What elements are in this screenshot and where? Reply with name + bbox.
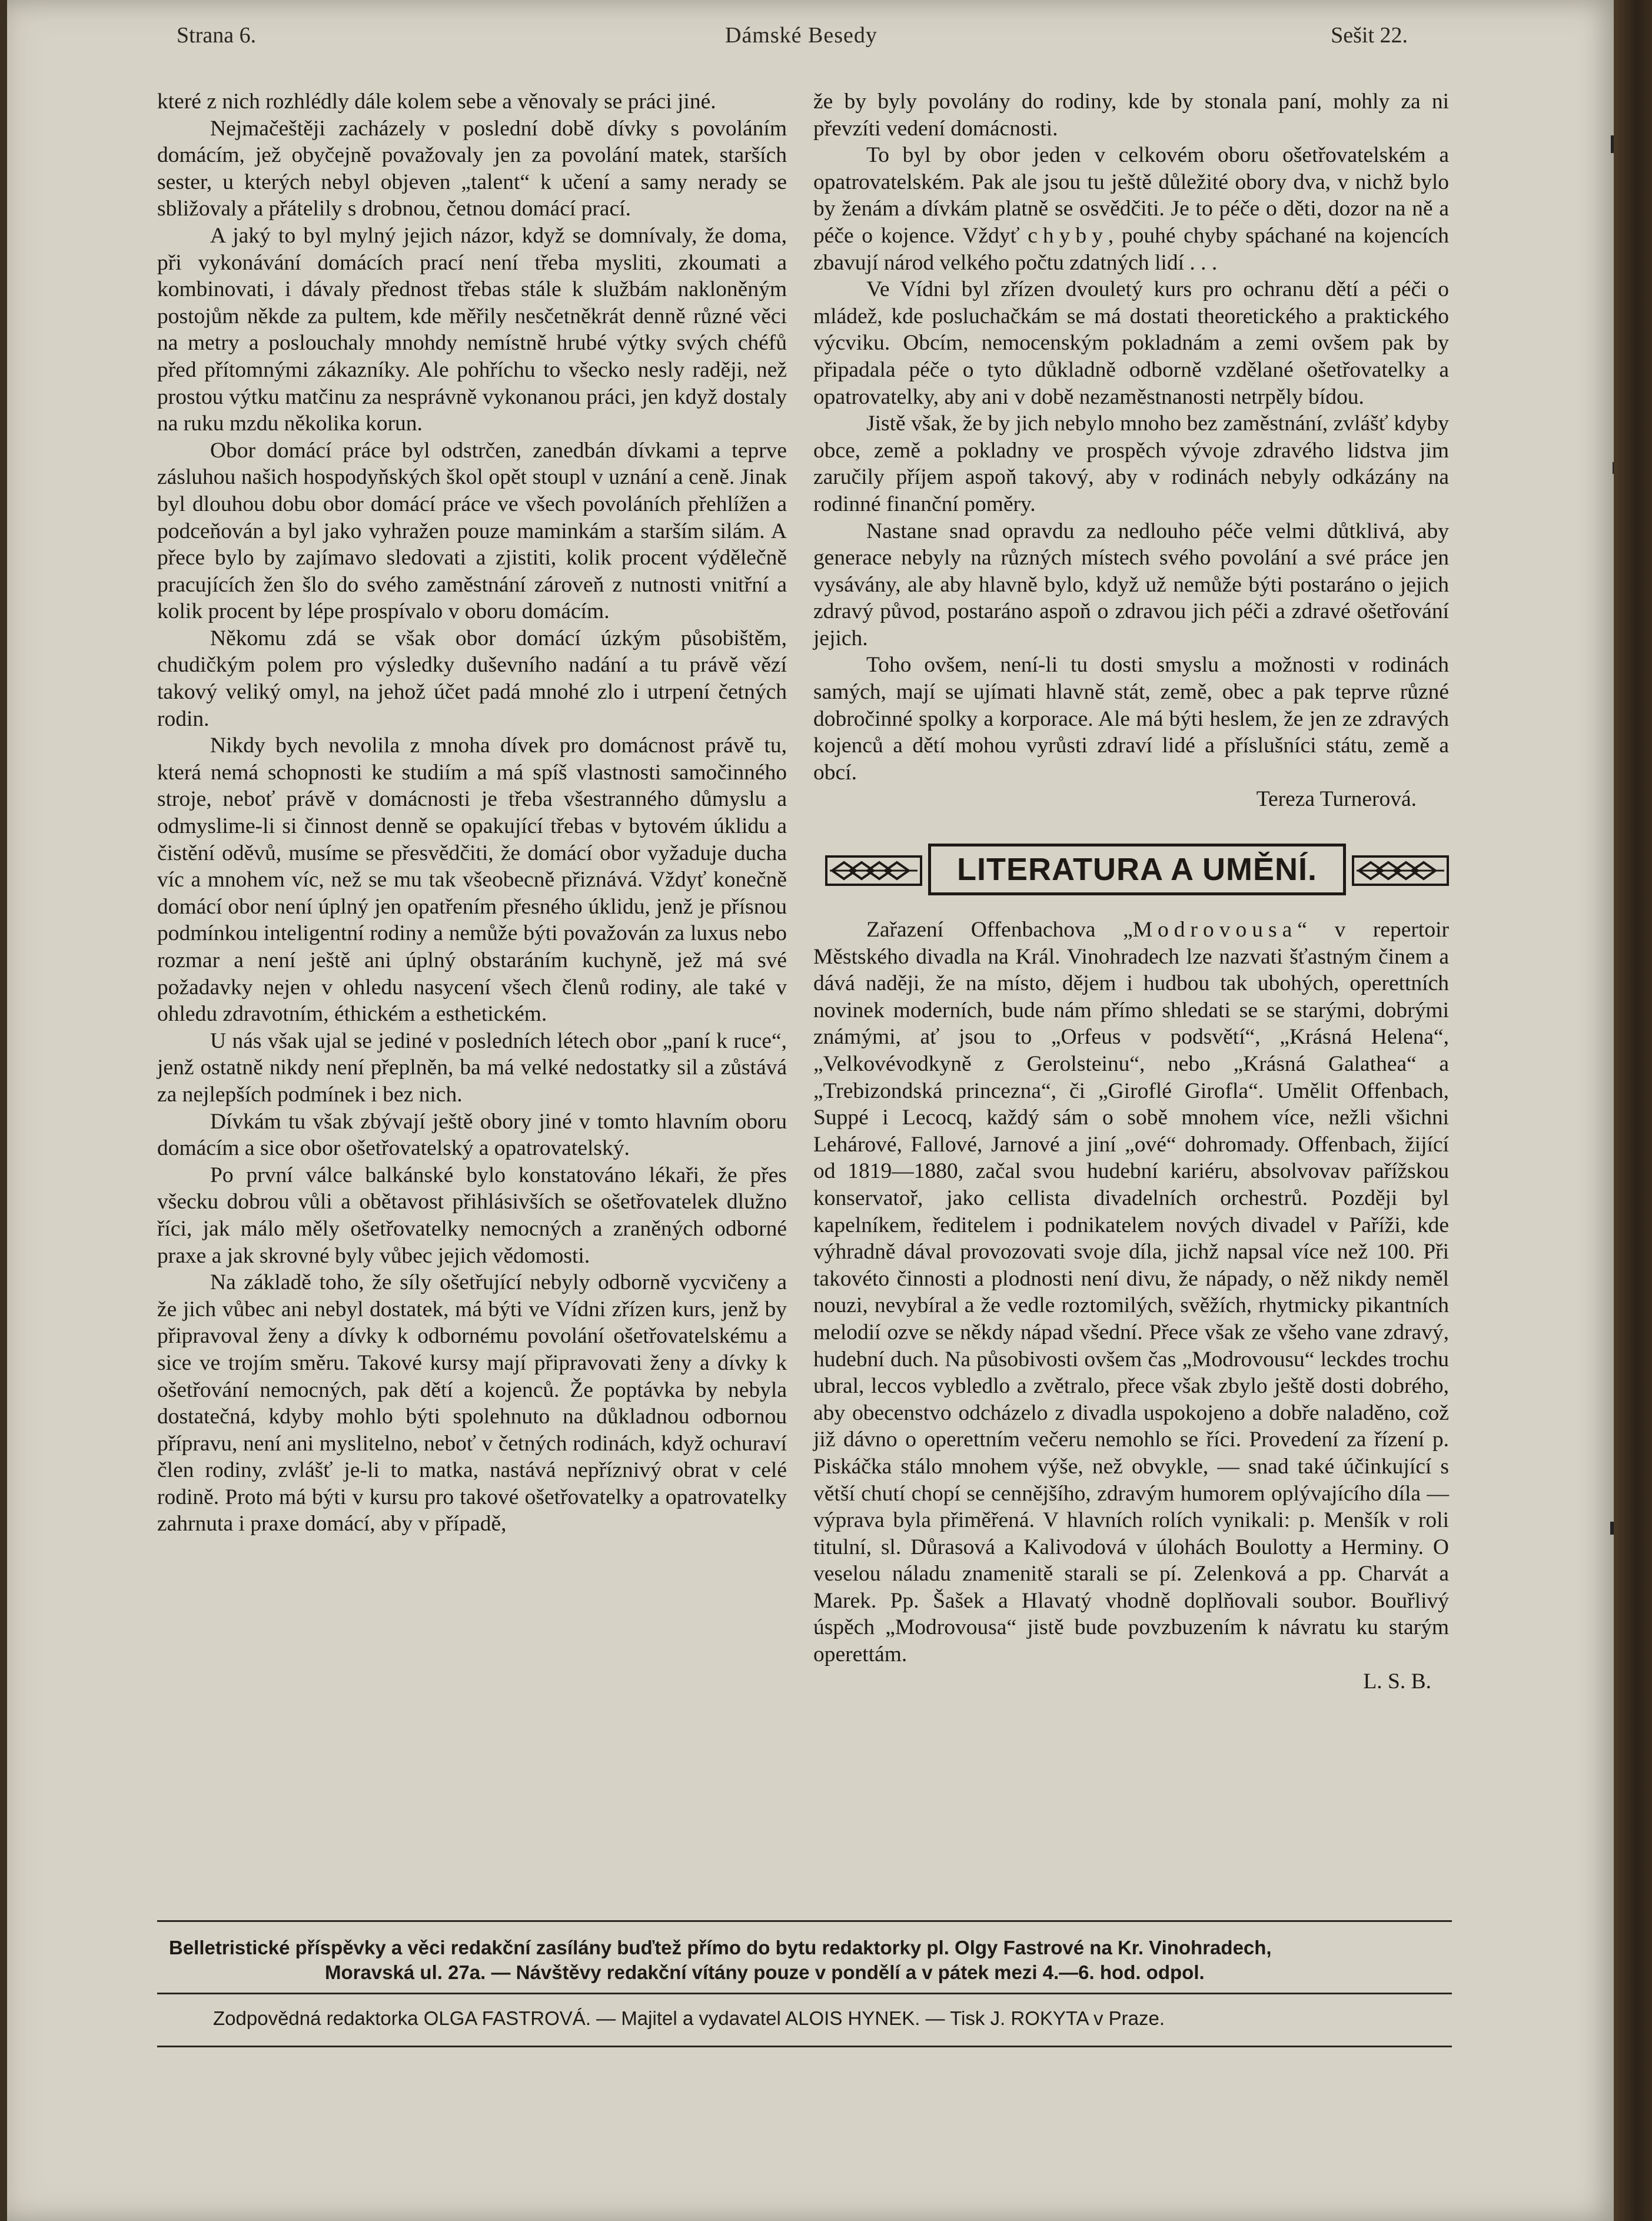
- paragraph: Nejmačeštěji zacházely v poslední době dívky s povoláním domácím, jež obyčejně považovaly jen za povolání matek, starších sester, u kterých nebyl objeven „talent“ k učení a samy nerady se sbližovaly a přátelily s drobnou, četnou domácí prací.: [157, 116, 787, 221]
- text-run: Zařazení Offenbachova „: [866, 918, 1133, 942]
- page-header: [166, 22, 1408, 58]
- ornament-left: [825, 855, 922, 886]
- ornament-pattern-icon: [1354, 858, 1447, 884]
- review-paragraph: [813, 917, 1449, 1668]
- paragraph: Dívkám tu však zbývají ještě obory jiné v tomto hlavním oboru domácím a sice obor ošetřovatelský a opatrovatelský.: [157, 1109, 787, 1161]
- paragraph: které z nich rozhlédly dále kolem sebe a věnovaly se práci jiné.: [157, 89, 716, 114]
- left-column: [157, 88, 787, 1538]
- author-signature: Tereza Turnerová.: [1256, 787, 1417, 812]
- paragraph: Obor domácí práce byl odstrčen, zanedbán dívkami a teprve zásluhou našich hospodyňských škol opět stoupl v uznání a ceně. Jinak byl dlouhou dobu obor domácí práce ve všech povoláních přehlížen a podceňován a byl jako vyhražen pouze maminkám a starším silám. A přece bylo by zajímavo sledovati a zjistiti, kolik procent výdělečně pracujících žen šlo do svého zaměstnání zároveň z nutnosti vnitřní a kolik procent by lépe prospívalo v oboru domácím.: [157, 438, 787, 624]
- paragraph: U nás však ujal se jediné v posledních létech obor „paní k ruce“, jenž ostatně nikdy není přeplněn, ba má velké nedostatky sil a zůstává za nejlepších podmínek i bez nich.: [157, 1028, 787, 1107]
- ornament-right: [1352, 855, 1449, 886]
- issue-number: Sešit 22.: [1331, 23, 1408, 48]
- text-run: , pouhé chyby spáchané na kojencích zbavují národ velkého počtu zdatných lidí . . .: [813, 223, 1450, 275]
- paragraph: Jistě však, že by jich nebylo mnoho bez zaměstnání, zvlášť kdyby obce, země a pokladny ve prospěch vývoje zdravého lidstva jim zaručily příjem aspoň takový, aby v rodinách nebyly odkázány na rodinné finanční poměry.: [813, 411, 1449, 516]
- divider: [157, 2046, 1452, 2047]
- review-signature: L. S. B.: [1363, 1669, 1431, 1694]
- notice-line: Belletristické příspěvky a věci redakční zasílány buďtež přímo do bytu redaktorky pl. Olgy Fastrové na Kr. Vinohradech,: [169, 1937, 1272, 1958]
- paragraph: A jaký to byl mylný jejich názor, když se domnívaly, že doma, při vykonávání domácích prací není třeba mysliti, zkoumati a kombinovati, i dávaly přednost třebas stále k službám nakloněným postojům někde za pultem, kde měřily nesčetněkrát denně různé věci na metry a poslouchaly mnohdy nemístně hrubé výtky svých chéfů před přítomnými zákazníky. Ale pohříchu to všecko nesly raději, než prostou výtku matčinu za nesprávně vykonanou práci, jen když dostaly na ruku mzdu několika korun.: [157, 223, 787, 436]
- imprint: Zodpovědná redaktorka OLGA FASTROVÁ. — Majitel a vydavatel ALOIS HYNEK. — Tisk J. ROKYTA v Praze.: [213, 2007, 1165, 2029]
- periodical-title: Dámské Besedy: [725, 23, 877, 48]
- text-run: “ v repertoir Městského divadla na Král. Vinohradech lze nazvati šťastným činem a dává naději, že na místo, dějem i hudbou tak ubohých, operettních novinek moderních, bude nám přímo shledati se se starými, dobrými známými, ať jsou to „Orfeus v podsvětí“, „Krásná Helena“, „Velkovévodkyně z Gerolsteinu“, nebo „Krásná Galathea“ a „Trebizondská princezna“, či „Giroflé Girofla“. Umělit Offenbach, Suppé i Lecocq, každý sám o sobě mnohem více, nežli všichni Lehárové, Fallové, Jarnové a jiní „ové“ dohromady. Offenbach, žijící od 1819—1880, začal svou hudební kariéru, absolvovav pařížskou konservatoř, jako cellista divadelních orchestrů. Později byl kapelníkem, ředitelem i podnikatelem nových divadel v Paříži, kde výhradně dával provozovati svoje díla, jichž napsal více než 100. Při takovéto činnosti a plodnosti není divu, že nápady, o něž nikdy neměl nouzi, nevybíral a že vedle roztomilých, svěžích, rhytmicky pikantních melodií ozve se někdy nápad všední. Přece však ze všeho vane zdravý, hudební duch. Na působivosti ovšem čas „Modrovousu“ leckdes trochu ubral, leccos vybledlo a zvětralo, přece však zbylo ještě dosti dobrého, aby obecenstvo odcházelo z divadla uspokojeno a dobře naladěno, což již dávno o operettním večeru nemohlo se říci. Provedení za řízení p. Piskáčka stálo mnohem výše, než obvykle, — snad také účinkující s větší chutí chopí se cennějšího, zdravým humorem oplývajícího díla — výprava byla přiměřená. V hlavních rolích vynikali: p. Menšík v roli titulní, sl. Důrasová a Kalivodová v úlohách Boulotty a Herminy. O veselou náladu znamenitě starali se pí. Zelenková a pp. Charvát a Marek. Pp. Šašek a Hlavatý vhodně doplňovali soubor. Bouřlivý úspěch „Modrovousa“ jistě bude povzbuzením k návratu ku starým operettám.: [813, 918, 1449, 1667]
- paragraph: Nikdy bych nevolila z mnoha dívek pro domácnost právě tu, která nemá schopnosti ke studiím a má spíš vlastnosti samočinného stroje, neboť právě v domácnosti je třeba všestranného důmyslu a odmyslime-li si činnost denně se opakující třebas v bytovém úklidu a čistění oděvů, musíme se přesvědčiti, že domácí obor vyžaduje ducha víc a mnohem víc, než se mu tak všeobecně přiznává. Vždyť konečně domácí obor není úplný jen opatřením přesného úklidu, jenž je přísnou podmínkou inteligentní rodiny a nemůže býti považován za luxus nebo rozmar a není ještě ani úplný obstaráním kuchyně, jež má své požadavky nejen v ohledu nasycení všech členů rodiny, ale také v ohledu zdravotním, éthickém a esthetickém.: [157, 733, 787, 1027]
- newspaper-page: [7, 0, 1614, 2221]
- section-title: LITERATURA A UMĚNÍ.: [928, 844, 1346, 895]
- binding-edge: [1614, 0, 1652, 2221]
- divider: [157, 1993, 1452, 1994]
- section-banner: [825, 844, 1449, 895]
- page-number: Strana 6.: [177, 23, 257, 48]
- spaced-emphasis: chyby: [1028, 223, 1108, 248]
- spaced-emphasis: Modrovousa: [1132, 918, 1298, 942]
- divider: [157, 1920, 1452, 1922]
- right-column: [813, 88, 1449, 1695]
- editorial-notice: [169, 1936, 1452, 1985]
- paragraph: že by byly povolány do rodiny, kde by stonala paní, mohly za ni převzíti vedení domácnosti.: [813, 89, 1449, 141]
- paragraph: Někomu zdá se však obor domácí úzkým působištěm, chudičkým polem pro výsledky duševního nadání a tu právě vězí takový veliký omyl, na jehož účet padá mnohé zlo i utrpení četných rodin.: [157, 626, 787, 731]
- paragraph: [813, 142, 1449, 276]
- text-run: To byl by obor jeden v celkovém oboru ošetřovatelském a opatrovatelském. Pak ale jsou tu ještě důležité obory dva, v nichž bylo by ženám a dívkám platně se osvědčiti. Je to péče o děti, dozor na ně a péče o kojence. Vždyť: [813, 143, 1449, 248]
- paragraph: Toho ovšem, není-li tu dosti smyslu a možnosti v rodinách samých, mají se ujímati hlavně stát, země, obec a pak teprve různé dobročinné spolky a korporace. Ale má býti heslem, že jen ze zdravých kojenců a dětí mohou vyrůsti zdraví lidé a příslušníci státu, země a obcí.: [813, 653, 1449, 785]
- notice-line: Moravská ul. 27a. — Návštěvy redakční vítány pouze v pondělí a v pátek mezi 4.—6. hod. odpol.: [325, 1961, 1205, 1983]
- paragraph: Po první válce balkánské bylo konstatováno lékaři, že přes všecku dobrou vůli a obětavost přihlásivších se ošetřovatelek dlužno říci, jak málo měly ošetřovatelky nemocných a zraněných odborné praxe a jak skrovné byly vůbec jejich vědomosti.: [157, 1163, 787, 1268]
- paragraph: Ve Vídni byl zřízen dvouletý kurs pro ochranu dětí a péči o mládež, kde posluchačkám se má dostati theoretického a praktického výcviku. Obcím, nemocenským pokladnám a zemi ovšem pak by připadala péče o tyto důkladně odborně vzdělané ošetřovatelky a opatrovatelky, aby ani v době nezaměstnanosti netrpěly bídou.: [813, 277, 1449, 409]
- paragraph: Nastane snad opravdu za nedlouho péče velmi důtklivá, aby generace nebyly na různých místech svého povolání a své práce jen vysávány, ale aby hlavně bylo, když už nemůže býti postaráno o jejich zdravý původ, postaráno aspoň o zdravou jich péči a zdravé ošetřování jejich.: [813, 519, 1449, 650]
- paragraph: Na základě toho, že síly ošetřující nebyly odborně vycvičeny a že jich vůbec ani nebyl dostatek, má býti ve Vídni zřízen kurs, jenž by připravoval ženy a dívky k odbornému povolání ošetřovatelskému a sice ve trojím směru. Takové kursy mají připravovati ženy a dívky k ošetřování nemocných, pak dětí a kojenců. Že poptávka by nebyla dostatečná, kdyby mohlo býti spolehnuto na důkladnou odbornou přípravu, není ani myslitelno, neboť v četných rodinách, když ochuraví člen rodiny, zvlášť je-li to matka, nastává nepříznivý obrat v celé rodině. Proto má býti v kursu pro takové ošetřovatelky a opatrovatelky zahrnuta i praxe domácí, aby v případě,: [157, 1270, 787, 1536]
- ornament-pattern-icon: [827, 858, 920, 884]
